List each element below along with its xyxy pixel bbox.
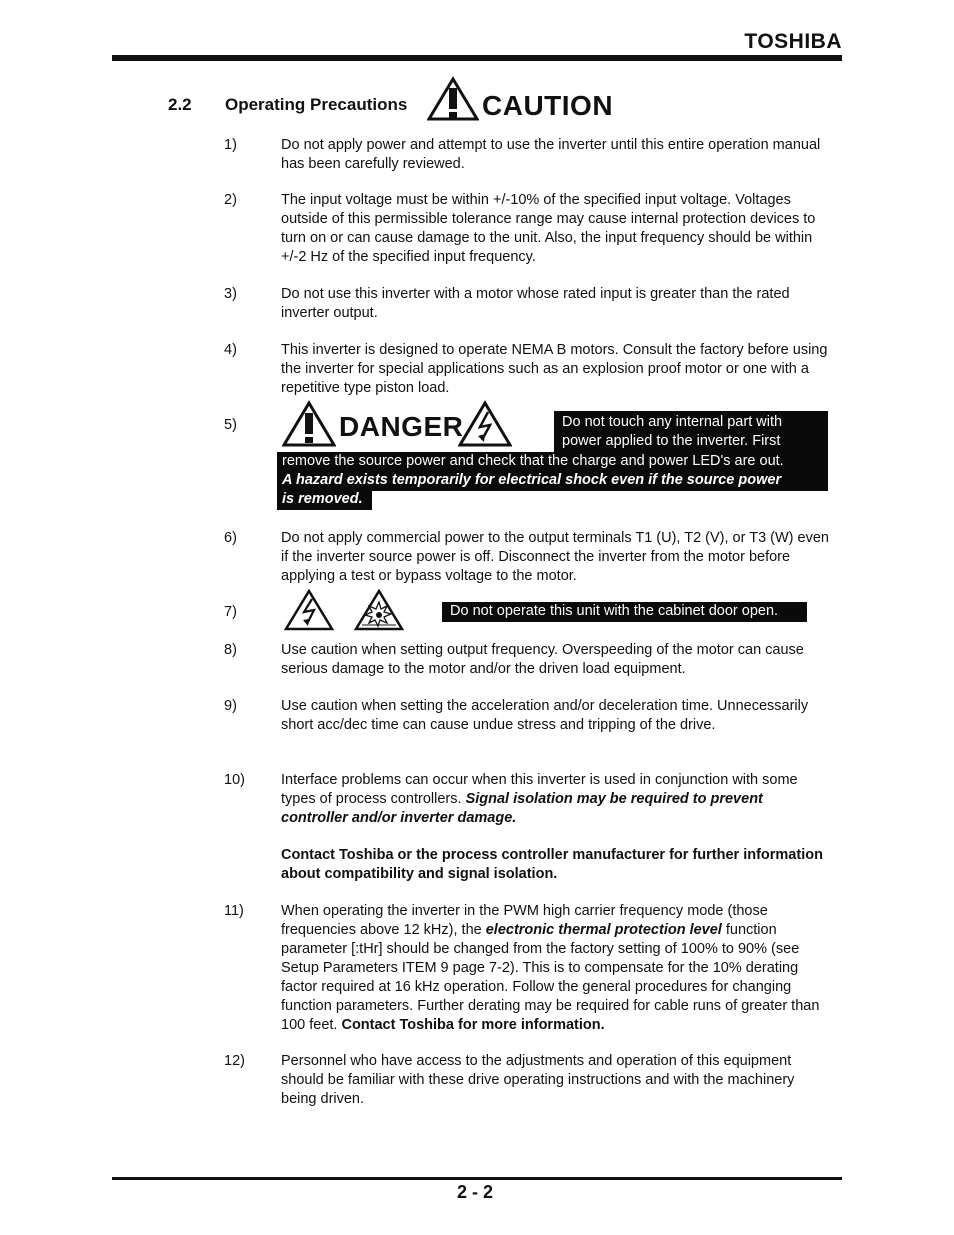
item-text: This inverter is designed to operate NEMA B motors. Consult the factory before using the inverter for special applications such as an explosion proof motor or one with a repetitive type piston load. — [281, 342, 828, 396]
emphasis-text: Signal isolation may be required to prevent controller and/or inverter damage. — [281, 791, 763, 826]
contact-note: Contact Toshiba or the process controller manufacturer for further information about compatibility and signal isolation. — [281, 847, 823, 882]
item-number: 2) — [224, 192, 237, 208]
emphasis-text: electronic thermal protection level — [485, 922, 722, 938]
item-number: 6) — [224, 530, 237, 546]
item-text: Do not use this inverter with a motor whose rated input is greater than the rated inverter output. — [281, 286, 790, 321]
brand-name: TOSHIBA — [744, 30, 842, 53]
danger-hazard-text: A hazard exists temporarily for electrical shock even if the source power — [277, 471, 828, 491]
electric-shock-icon — [284, 589, 334, 631]
caution-triangle-icon — [282, 400, 336, 448]
header-rule — [112, 55, 842, 61]
item-text-run: function parameter [:tHr] should be changed from the factory setting of 100% to 90% (see Setup Parameters ITEM 9 page 7-2). This is to compensate for the 10% derating factor required at 16 kHz operation. Follow the general procedures for changing function parameters. Further derating may be required for cable runs of greater than 100 feet. — [281, 922, 820, 1033]
item-text: Personnel who have access to the adjustments and operation of this equipment should be familiar with these drive operating instructions and with the machinery being driven. — [281, 1053, 795, 1107]
caution-triangle-icon — [427, 76, 479, 122]
electric-shock-icon — [458, 400, 512, 448]
section-title: Operating Precautions — [225, 95, 408, 114]
contact-note: Contact Toshiba for more information. — [341, 1017, 605, 1033]
item-number: 3) — [224, 286, 237, 302]
footer-rule — [112, 1177, 842, 1180]
explosion-hazard-icon — [354, 589, 404, 631]
item-text: Do not apply commercial power to the output terminals T1 (U), T2 (V), or T3 (W) even if the inverter source power is off. Disconnect the inverter from the motor before applying a test or bypass voltage to the motor. — [281, 530, 829, 584]
item-text — [281, 771, 833, 828]
item-text — [281, 902, 833, 1035]
item-number: 5) — [224, 417, 237, 433]
item-text: Use caution when setting output frequency. Overspeeding of the motor can cause serious damage to the motor and/or the driven load equipment. — [281, 642, 804, 677]
section-number: 2.2 — [168, 95, 192, 114]
item-text: The input voltage must be within +/-10% of the specified input voltage. Voltages outside of this permissible tolerance range may cause internal protection devices to turn on or can cause damage to the unit. Also, the input frequency should be within +/-2 Hz of the specified input frequency. — [281, 192, 816, 265]
caution-label: CAUTION — [482, 90, 614, 121]
item-text-run: When operating the inverter in the PWM high carrier frequency mode (those frequencies above 12 kHz), the — [281, 903, 768, 938]
item-number: 1) — [224, 137, 237, 153]
danger-text-line: power applied to the inverter. First — [562, 433, 781, 449]
door-warning-box: Do not operate this unit with the cabinet door open. — [442, 602, 807, 622]
item-number: 8) — [224, 642, 237, 658]
item-text: Do not apply power and attempt to use the inverter until this entire operation manual has been carefully reviewed. — [281, 137, 821, 172]
item-number: 9) — [224, 698, 237, 714]
danger-label: DANGER — [339, 411, 464, 442]
danger-text-line: Do not touch any internal part with — [562, 414, 783, 430]
page-number: 2 - 2 — [457, 1182, 494, 1202]
item-number: 4) — [224, 342, 237, 358]
danger-warning-box — [554, 411, 828, 453]
danger-hazard-text: is removed. — [277, 490, 372, 510]
item-text-run: Interface problems can occur when this inverter is used in conjunction with some types of process controllers. — [281, 772, 798, 807]
item-number: 11) — [224, 903, 244, 919]
item-number: 7) — [224, 604, 237, 620]
danger-text-line: remove the source power and check that the charge and power LED's are out. — [277, 452, 828, 472]
item-number: 12) — [224, 1053, 245, 1069]
item-text: Use caution when setting the acceleration and/or deceleration time. Unnecessarily short acc/dec time can cause undue stress and tripping of the drive. — [281, 698, 809, 733]
item-number: 10) — [224, 772, 245, 788]
